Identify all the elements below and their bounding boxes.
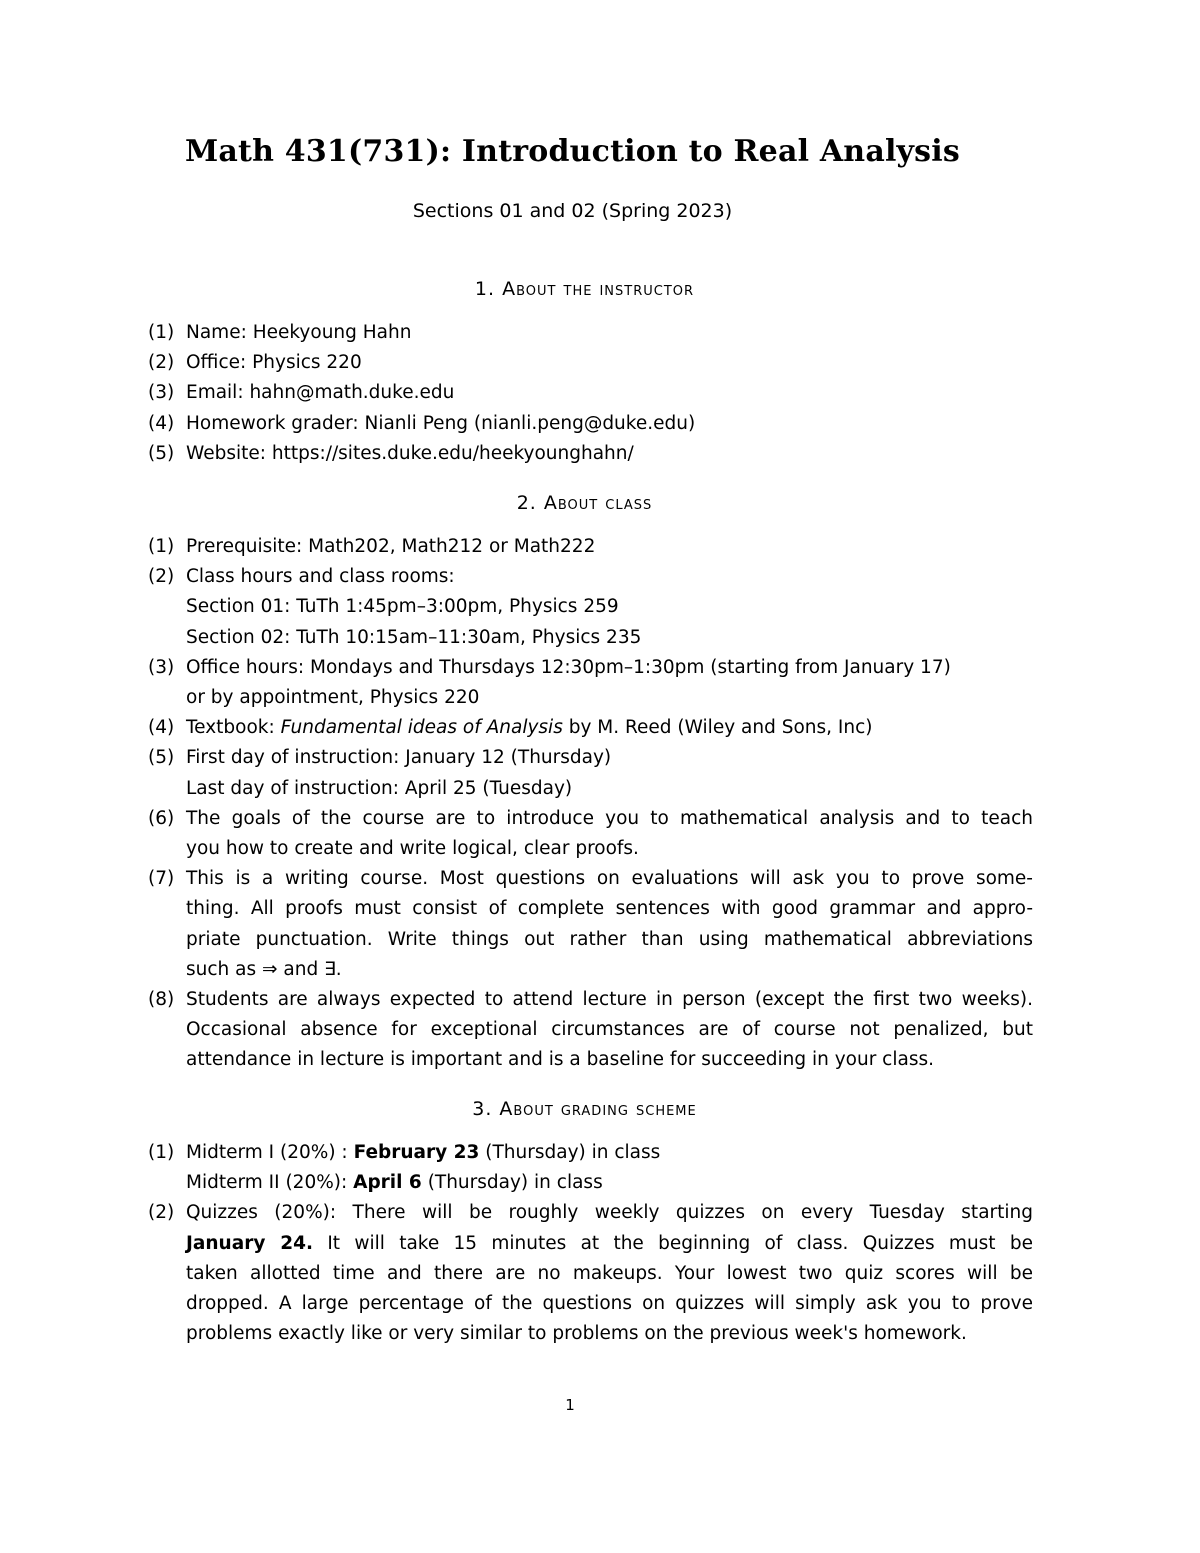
page-number: 1	[565, 1396, 575, 1414]
quiz-start-date: January 24.	[186, 1232, 314, 1254]
item-text: Class hours and class rooms:	[186, 566, 455, 588]
item-text: Last day of instruction: April 25 (Tuesday)	[186, 777, 573, 799]
list-item	[148, 348, 1033, 378]
section-heading-grading: 3. About grading scheme	[472, 1098, 697, 1120]
item-number: (5)	[148, 747, 175, 769]
item-text: Section 01: TuTh 1:45pm–3:00pm, Physics 259	[186, 596, 619, 618]
item-text: such as ⇒ and ∃.	[186, 958, 342, 980]
item-text	[186, 713, 1033, 743]
section-heading-class: 2. About class	[516, 492, 653, 514]
item-text: attendance in lecture is important and is a baseline for succeeding in your class.	[186, 1049, 934, 1071]
list-item	[148, 713, 1033, 743]
item-text: or by appointment, Physics 220	[186, 687, 480, 709]
document-title: Math 431(731): Introduction to Real Analysis	[185, 134, 960, 169]
list-item	[148, 1138, 1033, 1198]
midterm-1-date: February 23	[353, 1142, 480, 1163]
midterm-2-date: April 6	[353, 1172, 422, 1194]
item-text: Office: Physics 220	[186, 352, 362, 374]
item-text: This is a writing course. Most questions on evaluations will ask you to prove some-	[186, 868, 1033, 890]
item-text: Section 02: TuTh 10:15am–11:30am, Physics 235	[186, 626, 642, 648]
list-item	[148, 653, 1033, 713]
item-number: (2)	[148, 566, 175, 588]
item-text: Homework grader: Nianli Peng (nianli.peng@duke.edu)	[186, 412, 696, 434]
list-item	[148, 985, 1033, 1076]
item-number: (7)	[148, 868, 175, 890]
quiz-details: It will take 15 minutes at the beginning of class. Quizzes must be	[313, 1232, 1033, 1254]
item-number: (5)	[148, 442, 175, 464]
list-item	[148, 318, 1033, 348]
item-text: thing. All proofs must consist of complete sentences with good grammar and appro-	[186, 898, 1033, 920]
item-number: (1)	[148, 322, 175, 343]
section-heading-instructor: 1. About the instructor	[474, 278, 695, 300]
grading-list	[148, 1138, 1033, 1349]
document-subtitle: Sections 01 and 02 (Spring 2023)	[412, 200, 733, 222]
item-number: (1)	[148, 536, 175, 557]
item-text: Quizzes (20%): There will be roughly weekly quizzes on every Tuesday starting	[186, 1202, 1033, 1224]
midterm-1-suffix: (Thursday) in class	[479, 1142, 661, 1163]
item-text: Name: Heekyoung Hahn	[186, 322, 412, 343]
item-text: First day of instruction: January 12 (Thursday)	[186, 747, 612, 769]
item-text	[186, 1229, 1033, 1259]
list-item	[148, 804, 1033, 864]
instructor-list	[148, 318, 1033, 469]
item-text: Website: https://sites.duke.edu/heekyounghahn/	[186, 442, 634, 464]
list-item	[148, 1198, 1033, 1349]
item-text: The goals of the course are to introduce you to mathematical analysis and to teach	[186, 807, 1033, 829]
list-item	[148, 864, 1033, 985]
textbook-prefix: Textbook:	[186, 717, 281, 739]
list-item	[148, 743, 1033, 803]
item-number: (3)	[148, 382, 175, 404]
item-text: Email: hahn@math.duke.edu	[186, 382, 455, 404]
item-number: (6)	[148, 807, 175, 829]
textbook-suffix: by M. Reed (Wiley and Sons, Inc)	[562, 717, 873, 739]
item-number: (2)	[148, 1202, 175, 1224]
midterm-2-label: Midterm II (20%):	[186, 1172, 354, 1194]
item-text: priate punctuation. Write things out rather than using mathematical abbreviations	[186, 928, 1033, 950]
midterm-1-label: Midterm I (20%) :	[186, 1142, 354, 1163]
item-text: Students are always expected to attend lecture in person (except the first two weeks).	[186, 989, 1033, 1011]
item-text: dropped. A large percentage of the questions on quizzes will simply ask you to prove	[186, 1293, 1033, 1315]
textbook-title: Fundamental ideas of Analysis	[280, 717, 563, 739]
list-item	[148, 409, 1033, 439]
list-item	[148, 532, 1033, 562]
item-text: taken allotted time and there are no makeups. Your lowest two quiz scores will be	[186, 1262, 1033, 1284]
list-item	[148, 378, 1033, 408]
item-text: you how to create and write logical, clear proofs.	[186, 838, 639, 860]
midterm-1-line	[186, 1138, 1033, 1168]
item-number: (3)	[148, 656, 175, 678]
item-number: (4)	[148, 412, 175, 434]
item-text: problems exactly like or very similar to problems on the previous week's homework.	[186, 1323, 967, 1345]
item-number: (4)	[148, 717, 175, 739]
item-text: Prerequisite: Math202, Math212 or Math222	[186, 536, 596, 557]
midterm-2-line	[186, 1168, 1033, 1198]
class-list	[148, 532, 1033, 1076]
list-item	[148, 439, 1033, 469]
item-number: (8)	[148, 989, 175, 1011]
item-text: Office hours: Mondays and Thursdays 12:30pm–1:30pm (starting from January 17)	[186, 656, 951, 678]
item-number: (2)	[148, 352, 175, 374]
list-item	[148, 562, 1033, 653]
midterm-2-suffix: (Thursday) in class	[421, 1172, 603, 1194]
item-text: Occasional absence for exceptional circumstances are of course not penalized, but	[186, 1019, 1033, 1041]
item-number: (1)	[148, 1142, 175, 1163]
